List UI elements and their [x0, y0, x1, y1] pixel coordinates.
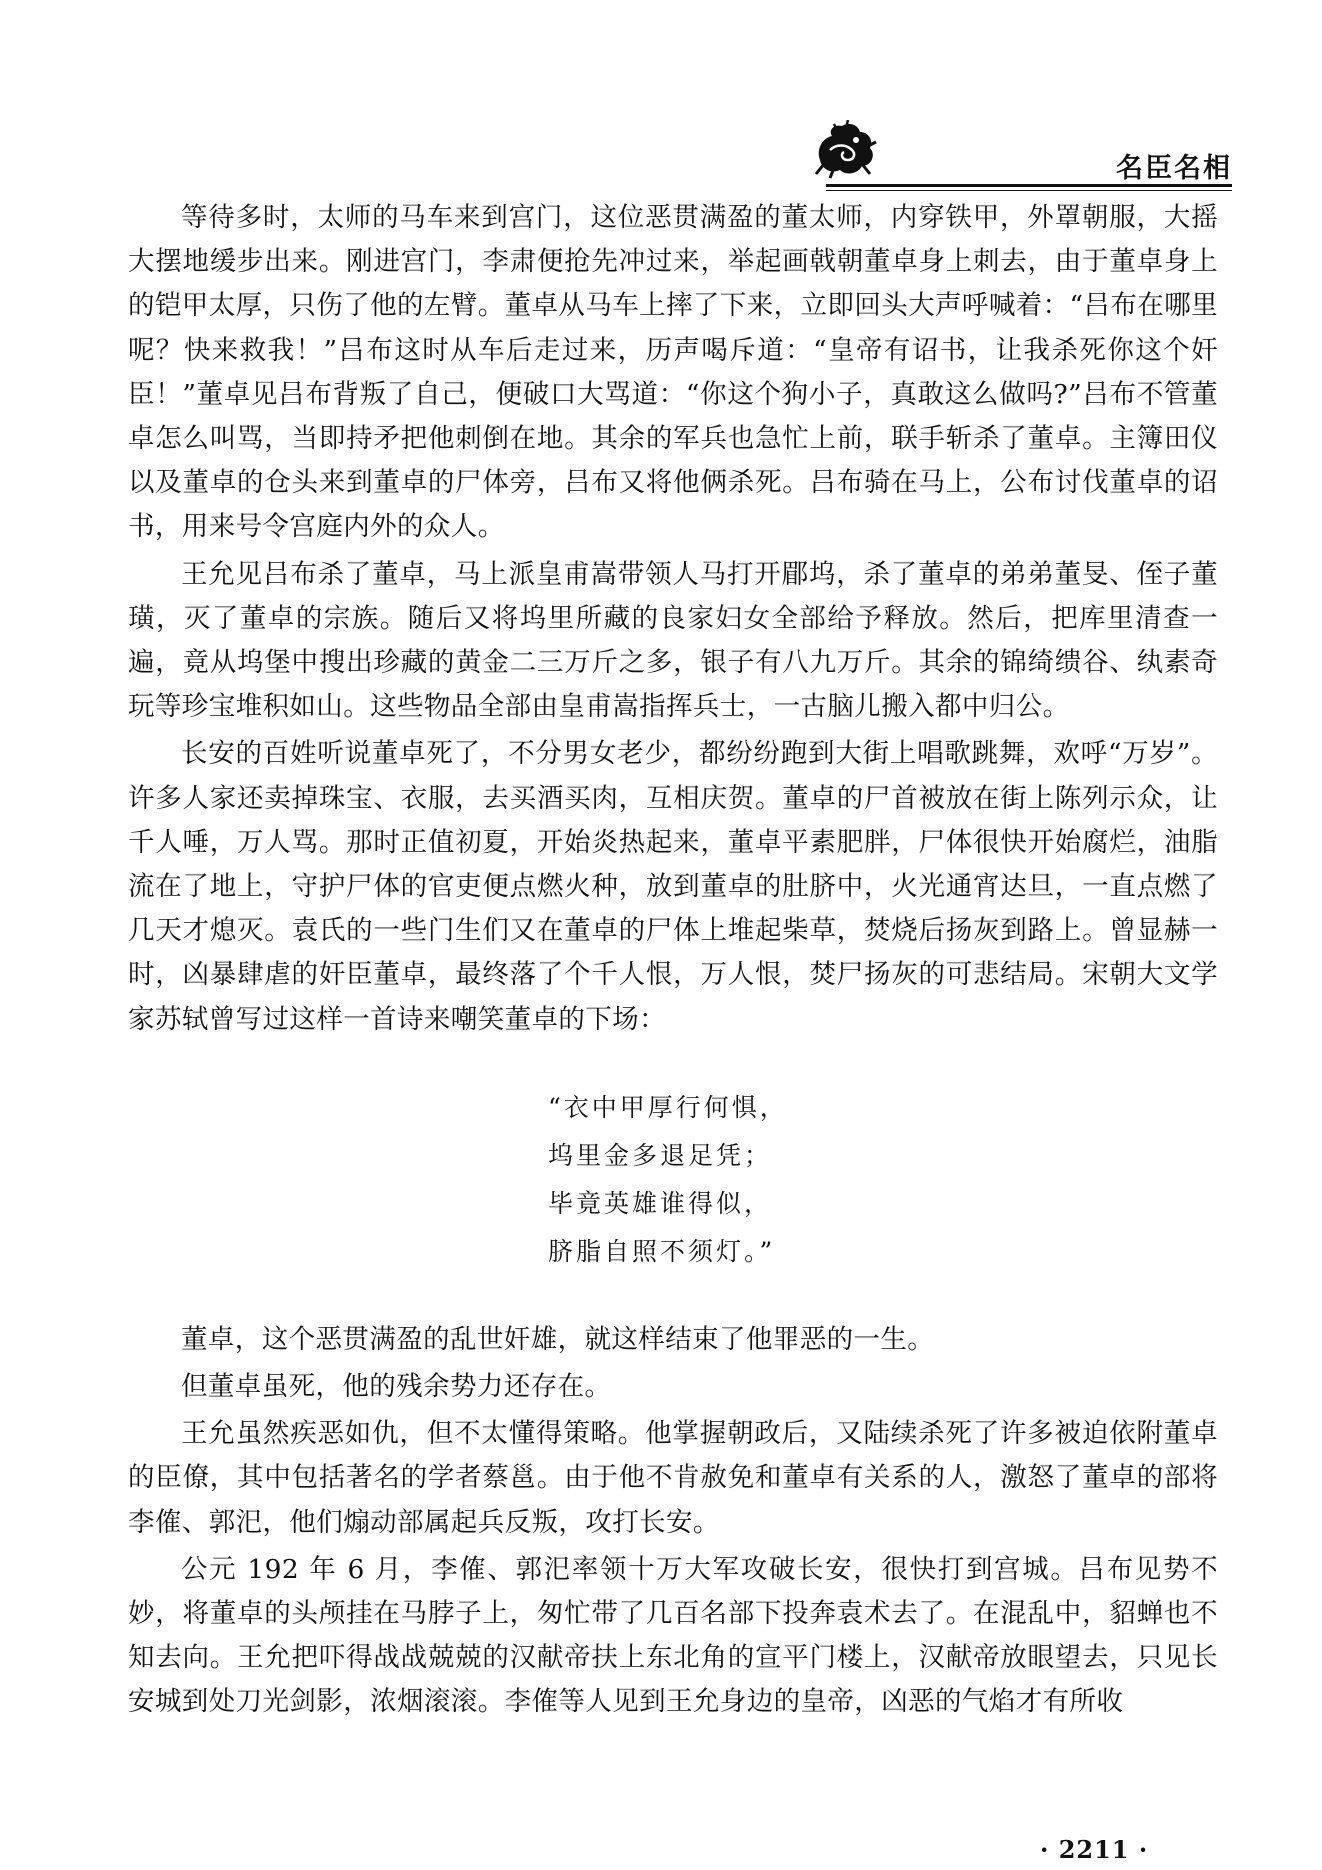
paragraph: 公元 192 年 6 月，李傕、郭汜率领十万大军攻破长安，很快打到宫城。吕布见势不妙，将董卓的头颅挂在马脖子上，匆忙带了几百名部下投奔袁术去了。在混乱中，貂蝉也不知去向。王允把吓得战战兢兢的汉献帝扶上东北角的宣平门楼上，汉献帝放眼望去，只见长安城到处刀光剑影，浓烟滚滚。李傕等人见到王允身边的皇帝，凶恶的气焰才有所收 — [128, 1553, 1218, 1718]
paragraph: 王允见吕布杀了董卓，马上派皇甫嵩带领人马打开郿坞，杀了董卓的弟弟董旻、侄子董璜，灭了董卓的宗族。随后又将坞里所藏的良家妇女全部给予释放。然后，把库里清查一遍，竟从坞堡中搜出珍藏的黄金二三万斤之多，银子有八九万斤。其余的锦绮缋谷、纨素奇玩等珍宝堆积如山。这些物品全部由皇甫嵩指挥兵士，一古脑儿搬入都中归公。 — [128, 558, 1218, 723]
paragraph: 长安的百姓听说董卓死了，不分男女老少，都纷纷跑到大街上唱歌跳舞，欢呼“万岁”。许多人家还卖掉珠宝、衣服，去买酒买肉，互相庆贺。董卓的尸首被放在街上陈列示众，让千人唾，万人骂。那时正值初夏，开始炎热起来，董卓平素肥胖，尸体很快开始腐烂，油脂流在了地上，守护尸体的官吏便点燃火种，放到董卓的肚脐中，火光通宵达旦，一直点燃了几天才熄灭。袁氏的一些门生们又在董卓的尸体上堆起柴草，焚烧后扬灰到路上。曾显赫一时，凶暴肆虐的奸臣董卓，最终落了个千人恨，万人恨，焚尸扬灰的可悲结局。宋朝大文学家苏轼曾写过这样一首诗来嘲笑董卓的下场： — [128, 738, 1218, 1035]
poem-line: 毕竟英雄谁得似， — [548, 1188, 773, 1218]
page-number: · 2211 · — [1040, 1835, 1149, 1864]
poem-line: “衣中甲厚行何惧， — [548, 1092, 788, 1122]
header-title: 名臣名相 — [1116, 153, 1232, 184]
poem-line: 坞里金多退足凭； — [548, 1140, 773, 1170]
header-rule — [826, 184, 1232, 187]
poem-block — [548, 1084, 1218, 1276]
paragraph: 王允虽然疾恶如仇，但不太懂得策略。他掌握朝政后，又陆续杀死了许多被迫依附董卓的臣僚，其中包括著名的学者蔡邕。由于他不肯赦免和董卓有关系的人，激怒了董卓的部将李傕、郭汜，他们煽动部属起兵反叛，攻打长安。 — [128, 1418, 1218, 1538]
paragraph: 董卓，这个恶贯满盈的乱世奸雄，就这样结束了他罪恶的一生。 — [181, 1323, 935, 1355]
body-text — [128, 196, 1218, 1725]
poem-line: 脐脂自照不须灯。” — [548, 1236, 776, 1266]
header-rule-thin — [826, 190, 1232, 191]
paragraph: 等待多时，太师的马车来到宫门，这位恶贯满盈的董太师，内穿铁甲，外罩朝服，大摇大摆地缓步出来。刚进宫门，李肃便抢先冲过来，举起画戟朝董卓身上刺去，由于董卓身上的铠甲太厚，只伤了他的左臂。董卓从马车上摔了下来，立即回头大声呼喊着：“吕布在哪里呢？快来救我！”吕布这时从车后走过来，历声喝斥道：“皇帝有诏书，让我杀死你这个奸臣！”董卓见吕布背叛了自己，便破口大骂道：“你这个狗小子，真敢这么做吗?”吕布不管董卓怎么叫骂，当即持矛把他刺倒在地。其余的军兵也急忙上前，联手斩杀了董卓。主簿田仪以及董卓的仓头来到董卓的尸体旁，吕布又将他俩杀死。吕布骑在马上，公布讨伐董卓的诏书，用来号令宫庭内外的众人。 — [128, 202, 1218, 543]
running-header — [812, 112, 1232, 190]
paragraph: 但董卓虽死，他的残余势力还存在。 — [181, 1371, 612, 1403]
dragon-icon — [812, 120, 878, 180]
